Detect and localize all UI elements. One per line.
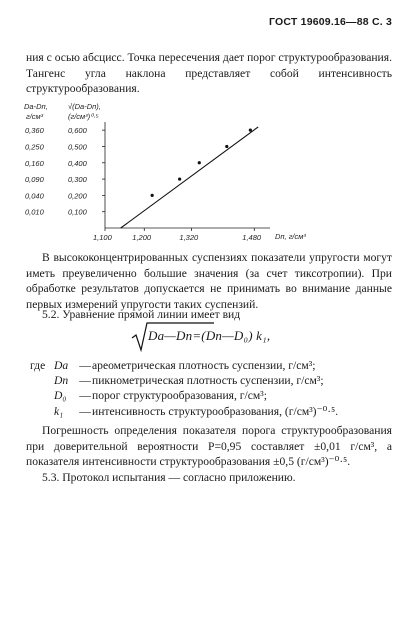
data-point: [198, 161, 201, 164]
definition-symbol: D₀: [54, 389, 67, 403]
definition-symbol: Dп: [54, 374, 69, 388]
definition-prefix: где: [30, 359, 46, 372]
definition-prefix: [30, 404, 54, 419]
definition-prefix: [30, 388, 54, 403]
definition-dash: —: [79, 389, 91, 403]
x-tick-label: 1,200: [132, 233, 152, 242]
regression-chart: [20, 100, 350, 250]
y-label-1-unit: г/см³: [26, 112, 44, 121]
regression-line: [121, 127, 259, 228]
y-label-2-unit: (г/см³)⁰·⁵: [68, 112, 99, 121]
y-tick-right: 0,400: [68, 158, 87, 168]
x-tick-label: 1,320: [179, 233, 199, 242]
definition-dash: —: [79, 374, 91, 388]
paragraph-accuracy: Погрешность определения показателя порога структурообразования при доверительной вероятности P=0,95 составляет ±0,01 г/см³, а показателя интенсивности структурообразования ±0,5 (г/см³)⁻⁰·⁵.: [26, 424, 392, 469]
y-tick-left: 0,160: [25, 158, 44, 168]
data-point: [178, 177, 181, 180]
definition-dash: —: [79, 404, 91, 418]
paragraph-5-2: 5.2. Уравнение прямой линии имеет вид: [42, 308, 241, 321]
definition-text: порог структурообразования, г/см³;: [92, 389, 267, 403]
y-tick-left: 0,360: [25, 126, 44, 136]
y-tick-left: 0,040: [25, 191, 44, 201]
definition-text: интенсивность структурообразования, (г/см³)⁻⁰·⁵.: [92, 404, 339, 418]
y-label-1-title: Dа-Dп,: [24, 102, 48, 111]
page-header: ГОСТ 19609.16—88 С. 3: [269, 16, 392, 28]
grid: [102, 130, 105, 212]
definition-dash: —: [79, 359, 91, 372]
paragraph-intro: ния с осью абсцисс. Точка пересечения дает порог структурообразования. Тангенс угла наклона представляет собой интенсивность структурообразования.: [26, 51, 392, 96]
formula-expression: Dа—Dп=(Dп—D₀) k₁,: [148, 328, 271, 343]
definition-row: [30, 358, 392, 373]
paragraph-notes: В высококонцентрированных суспензиях показатели упругости могут иметь преувеличенно большие значения (за счет тиксотропии). При обработке результатов допускается не принимать во внимание данные первых измерений упругости таких суспензий.: [26, 251, 392, 311]
data-point: [225, 145, 228, 148]
definition-symbol: Dа: [54, 359, 69, 372]
definition-symbol: k₁: [54, 404, 64, 418]
y-ticks-right: [68, 126, 88, 217]
definition-text: ареометрическая плотность суспензии, г/см³;: [92, 359, 316, 372]
y-tick-left: 0,090: [25, 175, 44, 185]
definition-prefix: [30, 373, 54, 388]
x-ticks: [93, 228, 262, 242]
y-ticks-left: [25, 126, 45, 217]
y-tick-right: 0,200: [68, 191, 87, 201]
formula: [130, 320, 320, 354]
definition-text: пикнометрическая плотность суспензии, г/см³;: [92, 374, 324, 388]
series: [121, 127, 259, 228]
data-point: [249, 129, 252, 132]
y-tick-left: 0,250: [25, 142, 44, 152]
x-tick-label: 1,480: [242, 233, 262, 242]
definition-row: [30, 404, 392, 419]
definitions: [30, 358, 392, 419]
y-tick-right: 0,100: [68, 207, 87, 217]
definition-row: [30, 373, 392, 388]
x-tick-label: 1,100: [93, 233, 112, 242]
definition-row: [30, 388, 392, 403]
y-tick-left: 0,010: [25, 207, 44, 217]
x-axis-label: Dп, г/см³: [275, 232, 306, 241]
data-point: [151, 194, 154, 197]
y-tick-right: 0,500: [68, 142, 87, 152]
y-label-2-title: √(Dа-Dп),: [68, 102, 101, 111]
y-tick-right: 0,300: [68, 175, 87, 185]
y-tick-right: 0,600: [68, 126, 87, 136]
paragraph-5-3: 5.3. Протокол испытания — согласно приложению.: [42, 471, 296, 484]
